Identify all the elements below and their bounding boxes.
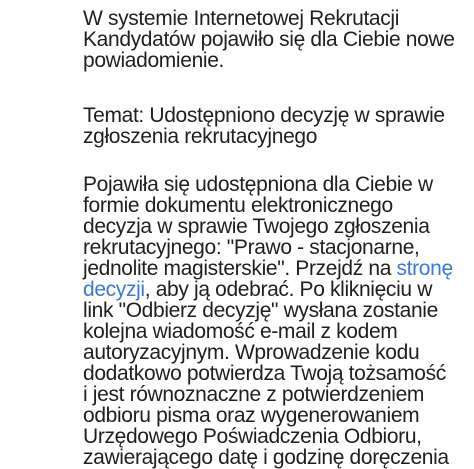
message-text: jednolite magisterskie". Przejdź na <box>83 257 397 280</box>
intro-line: Kandydatów pojawiło się dla Ciebie nowe <box>83 28 455 51</box>
message-line: rekrutacyjnego: "Prawo - stacjonarne, <box>83 236 420 259</box>
decision-page-link[interactable]: stronę <box>396 257 453 280</box>
message-line: odbioru pisma oraz wygenerowaniem <box>83 404 420 427</box>
subject-line: Temat: Udostępniono decyzję w sprawie <box>83 104 445 127</box>
message-line <box>83 279 468 300</box>
message-text: , aby ją odebrać. Po kliknięciu w <box>144 278 433 301</box>
message-line: formie dokumentu elektronicznego <box>83 194 393 217</box>
message-line: dodatkowo potwierdza Twoją tożsamość <box>83 362 446 385</box>
message-line: kolejna wiadomość e-mail z kodem <box>83 320 398 343</box>
message-line: decyzja w sprawie Twojego zgłoszenia <box>83 215 430 238</box>
subject-line: zgłoszenia rekrutacyjnego <box>83 125 318 148</box>
message-line: link "Odbierz decyzję" wysłana zostanie <box>83 299 438 322</box>
decision-page-link[interactable]: decyzji <box>83 278 145 301</box>
intro-line: W systemie Internetowej Rekrutacji <box>83 7 400 30</box>
subject-paragraph <box>83 105 468 147</box>
message-paragraph <box>83 174 468 468</box>
intro-paragraph <box>83 8 468 71</box>
message-line: Urzędowego Poświadczenia Odbioru, <box>83 425 422 448</box>
message-line <box>83 258 468 279</box>
message-line: i jest równoznaczne z potwierdzeniem <box>83 383 425 406</box>
message-line: zawierającego datę i godzinę doręczenia <box>83 446 449 469</box>
email-body <box>83 8 468 468</box>
message-line: Pojawiła się udostępniona dla Ciebie w <box>83 173 433 196</box>
intro-line: powiadomienie. <box>83 49 225 72</box>
message-line: autoryzacyjnym. Wprowadzenie kodu <box>83 341 420 364</box>
